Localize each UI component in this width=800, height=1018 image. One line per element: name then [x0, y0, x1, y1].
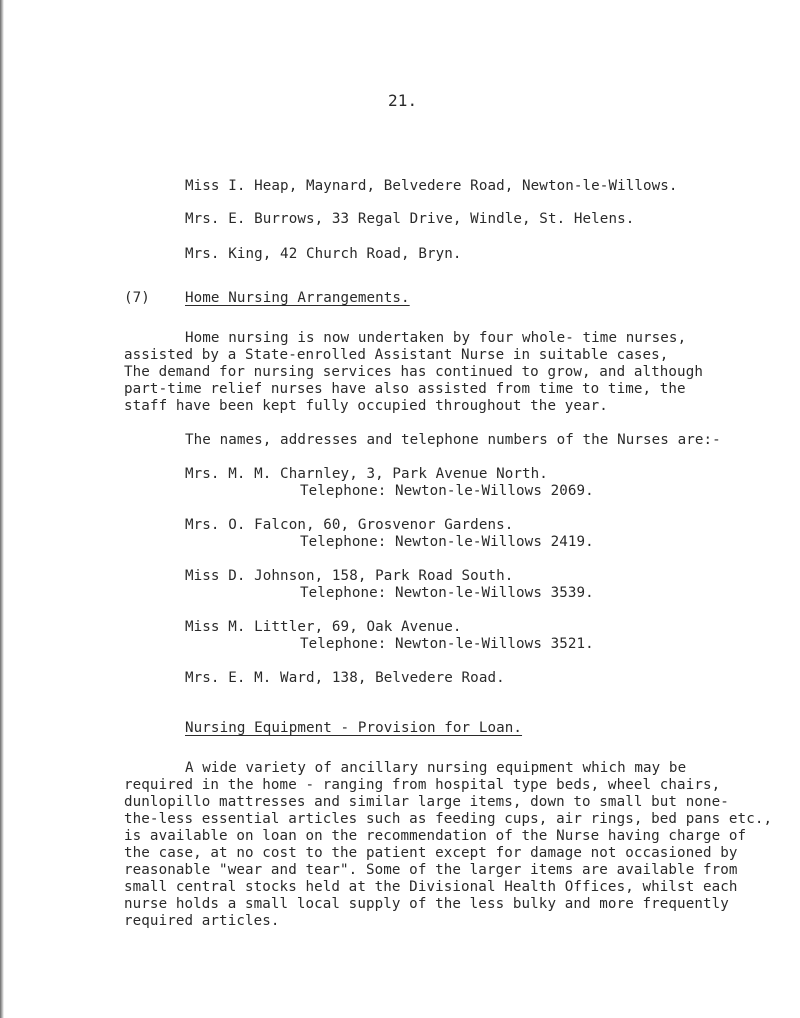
- nurse-telephone-2: Telephone: Newton-le-Willows 2419.: [300, 534, 594, 550]
- home-nursing-paragraph-line-3: The demand for nursing services has continued to grow, and although: [124, 364, 703, 380]
- equipment-paragraph-line-8: small central stocks held at the Divisional Health Offices, whilst each: [124, 879, 738, 895]
- nurse-entry-4: Miss M. Littler, 69, Oak Avenue.: [185, 619, 462, 635]
- page-edge-shadow: [0, 0, 4, 1018]
- section-heading-home-nursing: Home Nursing Arrangements.: [185, 290, 410, 306]
- nurse-telephone-4: Telephone: Newton-le-Willows 3521.: [300, 636, 594, 652]
- section-number: (7): [124, 290, 150, 306]
- equipment-paragraph-line-5: is available on loan on the recommendation of the Nurse having charge of: [124, 828, 747, 844]
- equipment-paragraph-line-1: A wide variety of ancillary nursing equipment which may be: [185, 760, 687, 776]
- home-nursing-paragraph-line-1: Home nursing is now undertaken by four whole- time nurses,: [185, 330, 687, 346]
- address-line-2: Mrs. E. Burrows, 33 Regal Drive, Windle, St. Helens.: [185, 211, 635, 227]
- nurse-telephone-3: Telephone: Newton-le-Willows 3539.: [300, 585, 594, 601]
- equipment-paragraph-line-4: the-less essential articles such as feeding cups, air rings, bed pans etc.,: [124, 811, 773, 827]
- page-number: 21.: [388, 91, 418, 110]
- equipment-paragraph-line-10: required articles.: [124, 913, 280, 929]
- section-heading-nursing-equipment: Nursing Equipment - Provision for Loan.: [185, 720, 523, 736]
- equipment-paragraph-line-3: dunlopillo mattresses and similar large items, down to small but none-: [124, 794, 729, 810]
- nurse-entry-2: Mrs. O. Falcon, 60, Grosvenor Gardens.: [185, 517, 514, 533]
- home-nursing-paragraph-line-2: assisted by a State-enrolled Assistant Nurse in suitable cases,: [124, 347, 669, 363]
- equipment-paragraph-line-2: required in the home - ranging from hospital type beds, wheel chairs,: [124, 777, 721, 793]
- home-nursing-paragraph-line-4: part-time relief nurses have also assisted from time to time, the: [124, 381, 686, 397]
- nurse-entry-1: Mrs. M. M. Charnley, 3, Park Avenue North.: [185, 466, 548, 482]
- home-nursing-paragraph-line-5: staff have been kept fully occupied throughout the year.: [124, 398, 608, 414]
- equipment-paragraph-line-6: the case, at no cost to the patient except for damage not occasioned by: [124, 845, 738, 861]
- address-line-1: Miss I. Heap, Maynard, Belvedere Road, Newton-le-Willows.: [185, 178, 678, 194]
- address-line-3: Mrs. King, 42 Church Road, Bryn.: [185, 246, 462, 262]
- equipment-paragraph-line-7: reasonable "wear and tear". Some of the larger items are available from: [124, 862, 738, 878]
- nurse-entry-5: Mrs. E. M. Ward, 138, Belvedere Road.: [185, 670, 505, 686]
- equipment-paragraph-line-9: nurse holds a small local supply of the less bulky and more frequently: [124, 896, 729, 912]
- nurse-telephone-1: Telephone: Newton-le-Willows 2069.: [300, 483, 594, 499]
- nurses-intro: The names, addresses and telephone numbers of the Nurses are:-: [185, 432, 721, 448]
- nurse-entry-3: Miss D. Johnson, 158, Park Road South.: [185, 568, 514, 584]
